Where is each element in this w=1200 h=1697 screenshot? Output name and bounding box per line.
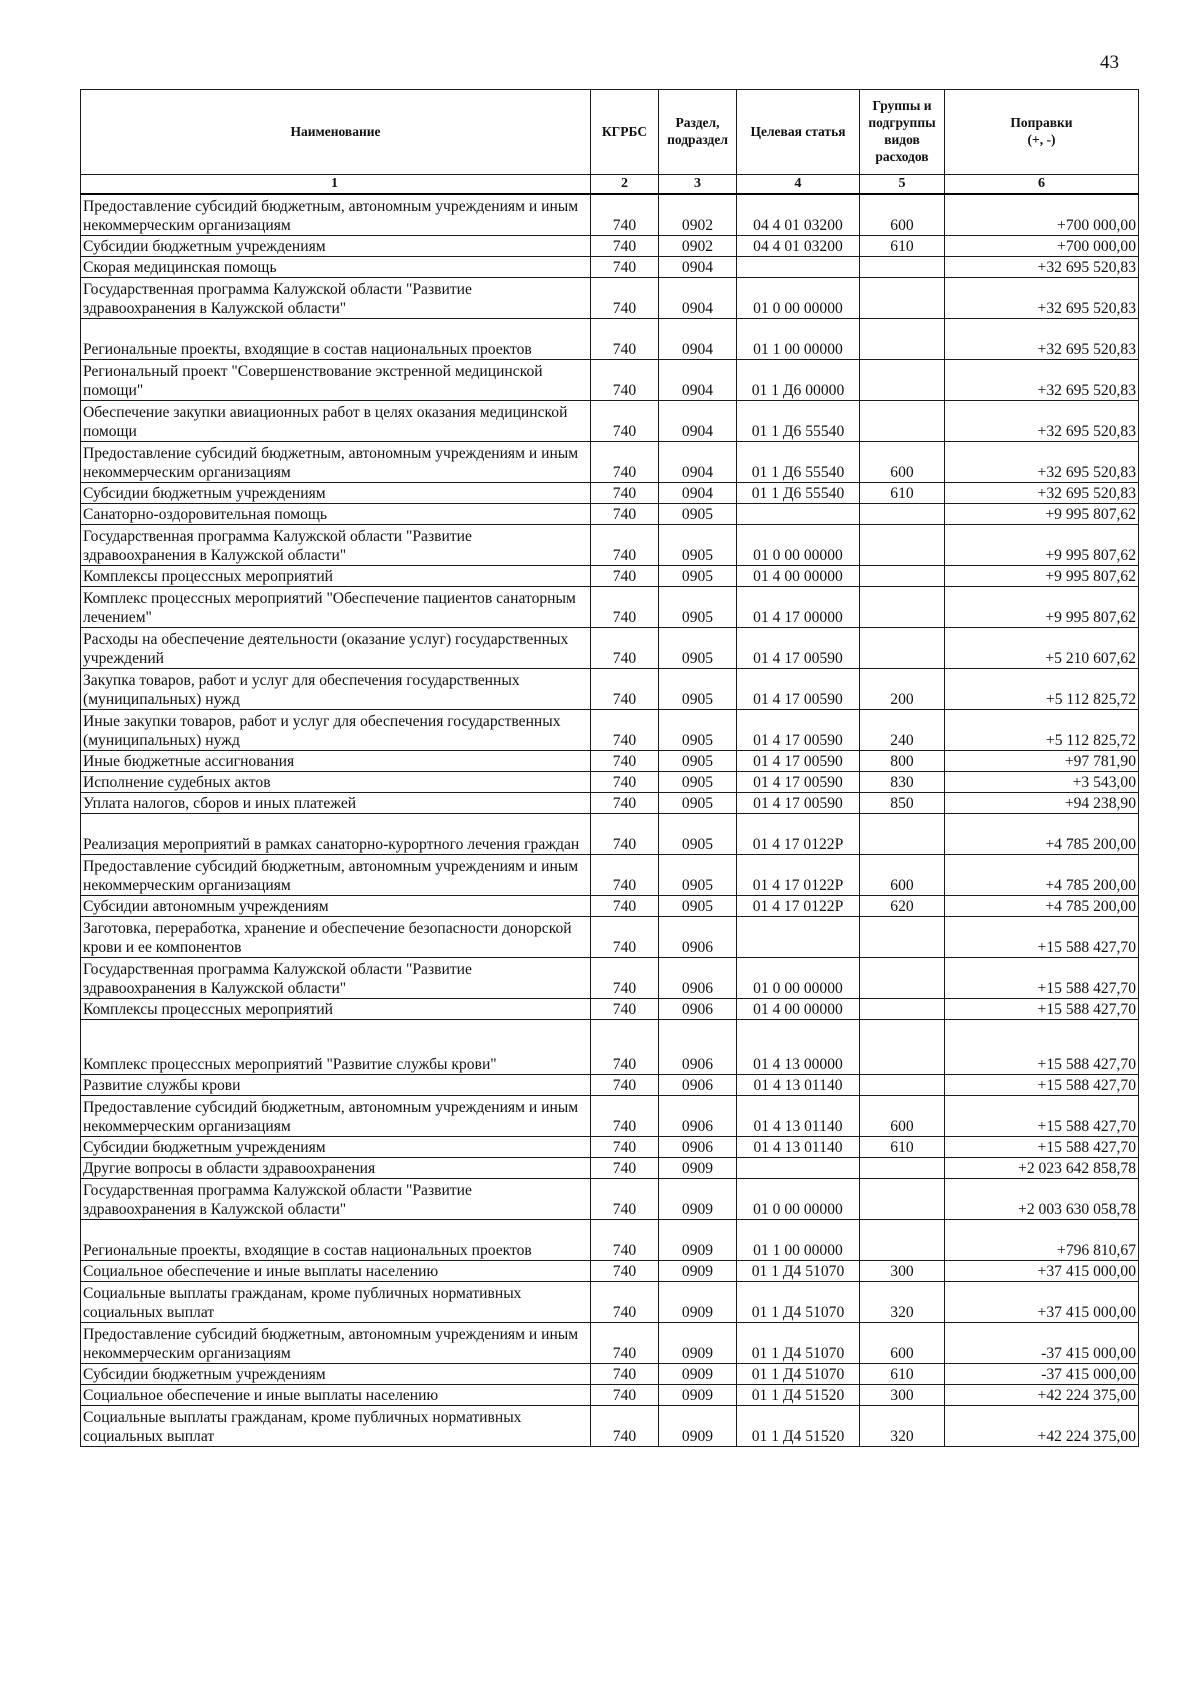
cell-name: Иные бюджетные ассигнования	[81, 751, 591, 772]
cell-kgrbs: 740	[591, 525, 659, 566]
header-section: Раздел, подраздел	[659, 90, 737, 175]
cell-kgrbs: 740	[591, 628, 659, 669]
cell-group: 850	[860, 793, 945, 814]
table-row	[81, 896, 1139, 917]
cell-group: 600	[860, 1096, 945, 1137]
cell-target: 01 1 Д6 55540	[737, 442, 860, 483]
cell-group: 300	[860, 1385, 945, 1406]
table-row	[81, 1364, 1139, 1385]
cell-section: 0905	[659, 504, 737, 525]
cell-target: 01 4 00 00000	[737, 999, 860, 1020]
cell-group: 610	[860, 1364, 945, 1385]
cell-section: 0909	[659, 1364, 737, 1385]
cell-kgrbs: 740	[591, 1364, 659, 1385]
cell-section: 0909	[659, 1261, 737, 1282]
cell-kgrbs: 740	[591, 1385, 659, 1406]
cell-kgrbs: 740	[591, 958, 659, 999]
cell-group: 610	[860, 236, 945, 257]
cell-kgrbs: 740	[591, 566, 659, 587]
cell-section: 0904	[659, 319, 737, 360]
cell-group: 600	[860, 442, 945, 483]
cell-kgrbs: 740	[591, 587, 659, 628]
cell-name: Предоставление субсидий бюджетным, автономным учреждениям и иным некоммерческим организациям	[81, 1096, 591, 1137]
cell-name: Комплекс процессных мероприятий "Развитие службы крови"	[81, 1020, 591, 1075]
cell-name: Закупка товаров, работ и услуг для обеспечения государственных (муниципальных) нужд	[81, 669, 591, 710]
cell-target: 01 4 17 0122Р	[737, 855, 860, 896]
cell-section: 0905	[659, 855, 737, 896]
cell-group: 800	[860, 751, 945, 772]
cell-group	[860, 1020, 945, 1075]
cell-target: 01 1 Д4 51520	[737, 1385, 860, 1406]
cell-amount: +3 543,00	[945, 772, 1139, 793]
cell-group: 240	[860, 710, 945, 751]
cell-kgrbs: 740	[591, 814, 659, 855]
cell-target	[737, 1158, 860, 1179]
cell-name: Расходы на обеспечение деятельности (оказание услуг) государственных учреждений	[81, 628, 591, 669]
cell-kgrbs: 740	[591, 669, 659, 710]
cell-group	[860, 401, 945, 442]
cell-target: 01 4 13 01140	[737, 1075, 860, 1096]
cell-name: Субсидии бюджетным учреждениям	[81, 236, 591, 257]
cell-section: 0906	[659, 1075, 737, 1096]
cell-kgrbs: 740	[591, 1261, 659, 1282]
cell-section: 0906	[659, 1096, 737, 1137]
cell-kgrbs: 740	[591, 319, 659, 360]
cell-name: Государственная программа Калужской области "Развитие здравоохранения в Калужской области"	[81, 1179, 591, 1220]
column-number: 5	[860, 175, 945, 195]
table-row	[81, 1158, 1139, 1179]
cell-group: 620	[860, 896, 945, 917]
table-row	[81, 999, 1139, 1020]
table-row	[81, 1020, 1139, 1075]
cell-amount: +32 695 520,83	[945, 257, 1139, 278]
header-target: Целевая статья	[737, 90, 860, 175]
cell-kgrbs: 740	[591, 793, 659, 814]
column-number: 3	[659, 175, 737, 195]
table-row	[81, 236, 1139, 257]
table-row	[81, 504, 1139, 525]
cell-amount: +32 695 520,83	[945, 483, 1139, 504]
cell-target: 01 4 17 00590	[737, 710, 860, 751]
column-number: 4	[737, 175, 860, 195]
cell-section: 0905	[659, 587, 737, 628]
cell-section: 0904	[659, 442, 737, 483]
cell-target	[737, 257, 860, 278]
cell-name: Субсидии автономным учреждениям	[81, 896, 591, 917]
cell-name: Государственная программа Калужской области "Развитие здравоохранения в Калужской области"	[81, 525, 591, 566]
cell-name: Иные закупки товаров, работ и услуг для обеспечения государственных (муниципальных) нужд	[81, 710, 591, 751]
table-row	[81, 587, 1139, 628]
cell-amount: +9 995 807,62	[945, 504, 1139, 525]
cell-amount: +15 588 427,70	[945, 1020, 1139, 1075]
cell-section: 0904	[659, 278, 737, 319]
cell-kgrbs: 740	[591, 360, 659, 401]
cell-group	[860, 917, 945, 958]
cell-kgrbs: 740	[591, 1323, 659, 1364]
table-row	[81, 772, 1139, 793]
table-row	[81, 442, 1139, 483]
cell-target: 01 4 17 00590	[737, 669, 860, 710]
cell-section: 0902	[659, 194, 737, 236]
cell-amount: +94 238,90	[945, 793, 1139, 814]
table-row	[81, 1179, 1139, 1220]
table-row	[81, 710, 1139, 751]
cell-kgrbs: 740	[591, 1406, 659, 1447]
cell-target	[737, 917, 860, 958]
cell-amount: +5 210 607,62	[945, 628, 1139, 669]
cell-section: 0904	[659, 483, 737, 504]
cell-section: 0909	[659, 1406, 737, 1447]
cell-kgrbs: 740	[591, 999, 659, 1020]
table-row	[81, 669, 1139, 710]
cell-target: 01 4 17 00590	[737, 772, 860, 793]
cell-kgrbs: 740	[591, 194, 659, 236]
cell-name: Комплексы процессных мероприятий	[81, 566, 591, 587]
cell-name: Предоставление субсидий бюджетным, автономным учреждениям и иным некоммерческим организациям	[81, 855, 591, 896]
header-amendments-line1: Поправки	[1010, 115, 1073, 131]
cell-group	[860, 504, 945, 525]
cell-section: 0904	[659, 257, 737, 278]
cell-name: Другие вопросы в области здравоохранения	[81, 1158, 591, 1179]
cell-name: Социальное обеспечение и иные выплаты населению	[81, 1385, 591, 1406]
cell-section: 0905	[659, 772, 737, 793]
cell-section: 0909	[659, 1179, 737, 1220]
cell-amount: +700 000,00	[945, 194, 1139, 236]
cell-group	[860, 566, 945, 587]
cell-amount: -37 415 000,00	[945, 1364, 1139, 1385]
cell-amount: +97 781,90	[945, 751, 1139, 772]
cell-target: 04 4 01 03200	[737, 236, 860, 257]
cell-kgrbs: 740	[591, 442, 659, 483]
table-row	[81, 278, 1139, 319]
header-amendments	[945, 90, 1139, 175]
cell-name: Региональный проект "Совершенствование экстренной медицинской помощи"	[81, 360, 591, 401]
table-header-row	[81, 90, 1139, 175]
table-row	[81, 1385, 1139, 1406]
cell-target: 01 4 17 00590	[737, 793, 860, 814]
table-row	[81, 401, 1139, 442]
cell-target: 01 1 Д4 51520	[737, 1406, 860, 1447]
cell-group	[860, 1179, 945, 1220]
cell-target: 01 4 13 01140	[737, 1096, 860, 1137]
cell-target: 01 0 00 00000	[737, 525, 860, 566]
cell-name: Уплата налогов, сборов и иных платежей	[81, 793, 591, 814]
cell-section: 0904	[659, 360, 737, 401]
cell-name: Государственная программа Калужской области "Развитие здравоохранения в Калужской области"	[81, 958, 591, 999]
cell-name: Комплекс процессных мероприятий "Обеспечение пациентов санаторным лечением"	[81, 587, 591, 628]
table-row	[81, 1075, 1139, 1096]
cell-amount: +32 695 520,83	[945, 319, 1139, 360]
table-row	[81, 1220, 1139, 1261]
table-row	[81, 958, 1139, 999]
cell-target: 01 0 00 00000	[737, 958, 860, 999]
cell-name: Обеспечение закупки авиационных работ в целях оказания медицинской помощи	[81, 401, 591, 442]
table-body	[81, 194, 1139, 1447]
table-row	[81, 1261, 1139, 1282]
cell-group	[860, 278, 945, 319]
table-row	[81, 483, 1139, 504]
cell-amount: +15 588 427,70	[945, 1075, 1139, 1096]
page-number: 43	[1100, 52, 1119, 73]
cell-amount: +9 995 807,62	[945, 525, 1139, 566]
header-kgrbs: КГРБС	[591, 90, 659, 175]
cell-kgrbs: 740	[591, 1075, 659, 1096]
table-row	[81, 257, 1139, 278]
cell-group	[860, 587, 945, 628]
cell-section: 0909	[659, 1158, 737, 1179]
cell-group: 610	[860, 483, 945, 504]
cell-target: 01 1 Д6 55540	[737, 401, 860, 442]
cell-group: 600	[860, 855, 945, 896]
cell-group	[860, 814, 945, 855]
table-row	[81, 1096, 1139, 1137]
cell-amount: +32 695 520,83	[945, 360, 1139, 401]
cell-amount: +32 695 520,83	[945, 278, 1139, 319]
cell-amount: +700 000,00	[945, 236, 1139, 257]
table-row	[81, 814, 1139, 855]
cell-group: 200	[860, 669, 945, 710]
cell-target: 01 4 13 01140	[737, 1137, 860, 1158]
cell-group: 320	[860, 1406, 945, 1447]
cell-section: 0905	[659, 896, 737, 917]
cell-section: 0905	[659, 793, 737, 814]
cell-kgrbs: 740	[591, 896, 659, 917]
cell-kgrbs: 740	[591, 917, 659, 958]
cell-section: 0906	[659, 958, 737, 999]
cell-group	[860, 257, 945, 278]
cell-name: Комплексы процессных мероприятий	[81, 999, 591, 1020]
cell-target: 01 1 Д6 55540	[737, 483, 860, 504]
cell-amount: +4 785 200,00	[945, 814, 1139, 855]
cell-amount: +32 695 520,83	[945, 401, 1139, 442]
table-row	[81, 855, 1139, 896]
cell-amount: +37 415 000,00	[945, 1261, 1139, 1282]
cell-name: Предоставление субсидий бюджетным, автономным учреждениям и иным некоммерческим организациям	[81, 194, 591, 236]
cell-kgrbs: 740	[591, 855, 659, 896]
cell-kgrbs: 740	[591, 1220, 659, 1261]
cell-kgrbs: 740	[591, 751, 659, 772]
cell-kgrbs: 740	[591, 401, 659, 442]
cell-group	[860, 1220, 945, 1261]
cell-amount: +4 785 200,00	[945, 855, 1139, 896]
cell-name: Исполнение судебных актов	[81, 772, 591, 793]
header-groups: Группы и подгруппы видов расходов	[860, 90, 945, 175]
cell-target: 01 1 Д4 51070	[737, 1364, 860, 1385]
cell-amount: +2 003 630 058,78	[945, 1179, 1139, 1220]
cell-amount: +32 695 520,83	[945, 442, 1139, 483]
cell-section: 0906	[659, 999, 737, 1020]
cell-target: 01 1 Д4 51070	[737, 1323, 860, 1364]
cell-name: Предоставление субсидий бюджетным, автономным учреждениям и иным некоммерческим организациям	[81, 1323, 591, 1364]
cell-amount: +15 588 427,70	[945, 999, 1139, 1020]
cell-section: 0906	[659, 1020, 737, 1075]
cell-amount: +9 995 807,62	[945, 587, 1139, 628]
cell-section: 0905	[659, 628, 737, 669]
cell-section: 0906	[659, 1137, 737, 1158]
cell-kgrbs: 740	[591, 278, 659, 319]
cell-name: Государственная программа Калужской области "Развитие здравоохранения в Калужской области"	[81, 278, 591, 319]
cell-group	[860, 319, 945, 360]
cell-target: 01 4 17 00590	[737, 628, 860, 669]
cell-name: Субсидии бюджетным учреждениям	[81, 1364, 591, 1385]
cell-section: 0905	[659, 566, 737, 587]
cell-name: Реализация мероприятий в рамках санаторно-курортного лечения граждан	[81, 814, 591, 855]
cell-group	[860, 525, 945, 566]
cell-target: 01 4 17 0122Р	[737, 896, 860, 917]
cell-amount: -37 415 000,00	[945, 1323, 1139, 1364]
table-row	[81, 1406, 1139, 1447]
table-row	[81, 566, 1139, 587]
cell-kgrbs: 740	[591, 1179, 659, 1220]
cell-kgrbs: 740	[591, 772, 659, 793]
cell-section: 0909	[659, 1220, 737, 1261]
cell-section: 0909	[659, 1323, 737, 1364]
cell-section: 0905	[659, 814, 737, 855]
column-number: 6	[945, 175, 1139, 195]
cell-amount: +5 112 825,72	[945, 710, 1139, 751]
cell-target: 04 4 01 03200	[737, 194, 860, 236]
table-row	[81, 525, 1139, 566]
cell-target: 01 1 00 00000	[737, 1220, 860, 1261]
table-row	[81, 1137, 1139, 1158]
cell-section: 0905	[659, 751, 737, 772]
table-row	[81, 319, 1139, 360]
cell-group: 300	[860, 1261, 945, 1282]
cell-section: 0905	[659, 669, 737, 710]
cell-kgrbs: 740	[591, 1096, 659, 1137]
table-row	[81, 1323, 1139, 1364]
cell-kgrbs: 740	[591, 257, 659, 278]
table-row	[81, 751, 1139, 772]
cell-group	[860, 999, 945, 1020]
cell-target	[737, 504, 860, 525]
cell-kgrbs: 740	[591, 504, 659, 525]
cell-name: Развитие службы крови	[81, 1075, 591, 1096]
budget-amendments-table	[80, 89, 1139, 1447]
table-row	[81, 1282, 1139, 1323]
column-number: 2	[591, 175, 659, 195]
cell-group: 320	[860, 1282, 945, 1323]
cell-target: 01 1 Д4 51070	[737, 1261, 860, 1282]
cell-name: Скорая медицинская помощь	[81, 257, 591, 278]
cell-kgrbs: 740	[591, 710, 659, 751]
table-row	[81, 917, 1139, 958]
cell-amount: +5 112 825,72	[945, 669, 1139, 710]
cell-target: 01 4 17 0122Р	[737, 814, 860, 855]
cell-group: 600	[860, 194, 945, 236]
cell-amount: +42 224 375,00	[945, 1406, 1139, 1447]
header-amendments-line2: (+, -)	[1027, 132, 1056, 147]
table-row	[81, 194, 1139, 236]
cell-target: 01 0 00 00000	[737, 278, 860, 319]
cell-name: Социальные выплаты гражданам, кроме публичных нормативных социальных выплат	[81, 1282, 591, 1323]
cell-section: 0909	[659, 1282, 737, 1323]
cell-amount: +4 785 200,00	[945, 896, 1139, 917]
cell-name: Санаторно-оздоровительная помощь	[81, 504, 591, 525]
cell-group	[860, 1075, 945, 1096]
cell-section: 0909	[659, 1385, 737, 1406]
cell-group	[860, 1158, 945, 1179]
cell-name: Субсидии бюджетным учреждениям	[81, 1137, 591, 1158]
cell-group: 610	[860, 1137, 945, 1158]
cell-target: 01 1 Д4 51070	[737, 1282, 860, 1323]
cell-group	[860, 628, 945, 669]
cell-target: 01 0 00 00000	[737, 1179, 860, 1220]
cell-group: 600	[860, 1323, 945, 1364]
column-number: 1	[81, 175, 591, 195]
cell-name: Субсидии бюджетным учреждениям	[81, 483, 591, 504]
cell-amount: +42 224 375,00	[945, 1385, 1139, 1406]
cell-amount: +15 588 427,70	[945, 917, 1139, 958]
cell-name: Региональные проекты, входящие в состав национальных проектов	[81, 1220, 591, 1261]
cell-target: 01 4 13 00000	[737, 1020, 860, 1075]
cell-section: 0904	[659, 401, 737, 442]
table-row	[81, 793, 1139, 814]
cell-amount: +15 588 427,70	[945, 1096, 1139, 1137]
cell-kgrbs: 740	[591, 1020, 659, 1075]
cell-kgrbs: 740	[591, 483, 659, 504]
cell-name: Региональные проекты, входящие в состав национальных проектов	[81, 319, 591, 360]
cell-group: 830	[860, 772, 945, 793]
cell-section: 0905	[659, 710, 737, 751]
cell-amount: +2 023 642 858,78	[945, 1158, 1139, 1179]
cell-name: Социальное обеспечение и иные выплаты населению	[81, 1261, 591, 1282]
header-name: Наименование	[81, 90, 591, 175]
cell-name: Социальные выплаты гражданам, кроме публичных нормативных социальных выплат	[81, 1406, 591, 1447]
cell-group	[860, 958, 945, 999]
cell-kgrbs: 740	[591, 1137, 659, 1158]
cell-amount: +15 588 427,70	[945, 1137, 1139, 1158]
table-row	[81, 628, 1139, 669]
cell-target: 01 4 17 00000	[737, 587, 860, 628]
cell-target: 01 4 00 00000	[737, 566, 860, 587]
cell-kgrbs: 740	[591, 1158, 659, 1179]
cell-amount: +9 995 807,62	[945, 566, 1139, 587]
cell-section: 0905	[659, 525, 737, 566]
cell-target: 01 1 Д6 00000	[737, 360, 860, 401]
cell-amount: +796 810,67	[945, 1220, 1139, 1261]
column-numbers-row	[81, 175, 1139, 195]
cell-section: 0902	[659, 236, 737, 257]
cell-kgrbs: 740	[591, 236, 659, 257]
cell-target: 01 1 00 00000	[737, 319, 860, 360]
table-row	[81, 360, 1139, 401]
cell-amount: +37 415 000,00	[945, 1282, 1139, 1323]
cell-name: Заготовка, переработка, хранение и обеспечение безопасности донорской крови и ее компонентов	[81, 917, 591, 958]
cell-name: Предоставление субсидий бюджетным, автономным учреждениям и иным некоммерческим организациям	[81, 442, 591, 483]
cell-kgrbs: 740	[591, 1282, 659, 1323]
cell-target: 01 4 17 00590	[737, 751, 860, 772]
cell-amount: +15 588 427,70	[945, 958, 1139, 999]
cell-group	[860, 360, 945, 401]
cell-section: 0906	[659, 917, 737, 958]
